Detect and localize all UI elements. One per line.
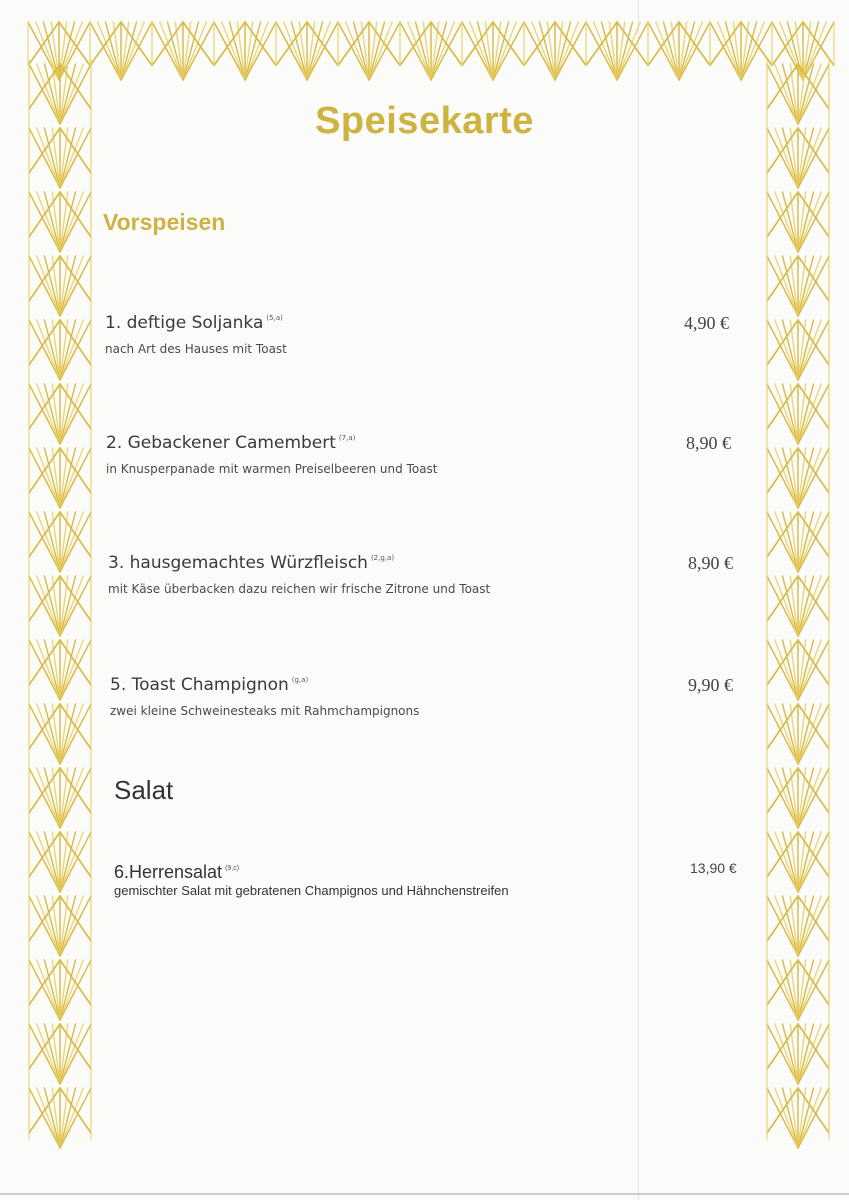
item-description: mit Käse überbacken dazu reichen wir frische Zitrone und Toast xyxy=(108,582,491,596)
item-description: zwei kleine Schweinesteaks mit Rahmchampignons xyxy=(110,704,420,718)
item-description: in Knusperpanade mit warmen Preiselbeeren und Toast xyxy=(106,462,438,476)
item-name: 3. hausgemachtes Würzfleisch $^{(2,g,a)}$ xyxy=(108,553,395,573)
item-price: 8,90 € xyxy=(686,433,731,453)
menu-title: Speisekarte xyxy=(315,100,534,142)
allergen-codes: (9,c) xyxy=(225,865,240,872)
item-description: nach Art des Hauses mit Toast xyxy=(105,342,287,356)
item-price: 9,90 € xyxy=(688,675,733,695)
item-price: 4,90 € xyxy=(684,313,729,333)
item-name: 1. deftige Soljanka $^{(5,a)}$ xyxy=(105,313,283,333)
allergen-codes: (g,a) xyxy=(291,676,309,684)
item-name: 5. Toast Champignon $^{(g,a)}$ xyxy=(110,675,309,695)
item-description: gemischter Salat mit gebratenen Champignos und Hähnchenstreifen xyxy=(114,883,509,898)
item-name: 6.Herrensalat $^{(9,c)}$ xyxy=(114,862,240,882)
left-fan-border xyxy=(29,60,91,1148)
menu-item xyxy=(108,553,490,596)
allergen-codes: (7,a) xyxy=(338,434,356,442)
item-price: 13,90 € xyxy=(690,860,737,876)
menu-item xyxy=(106,433,438,476)
section-heading-salat: Salat xyxy=(114,775,174,805)
menu-item xyxy=(114,862,509,898)
item-name: 2. Gebackener Camembert $^{(7,a)}$ xyxy=(106,433,356,453)
top-fan-border xyxy=(28,22,834,80)
item-price: 8,90 € xyxy=(688,553,733,573)
menu-item xyxy=(110,675,419,718)
menu-item xyxy=(105,313,287,356)
allergen-codes: (2,g,a) xyxy=(370,554,395,562)
allergen-codes: (5,a) xyxy=(266,314,283,322)
right-fan-border xyxy=(767,60,829,1148)
section-heading-vorspeisen: Vorspeisen xyxy=(103,209,226,235)
